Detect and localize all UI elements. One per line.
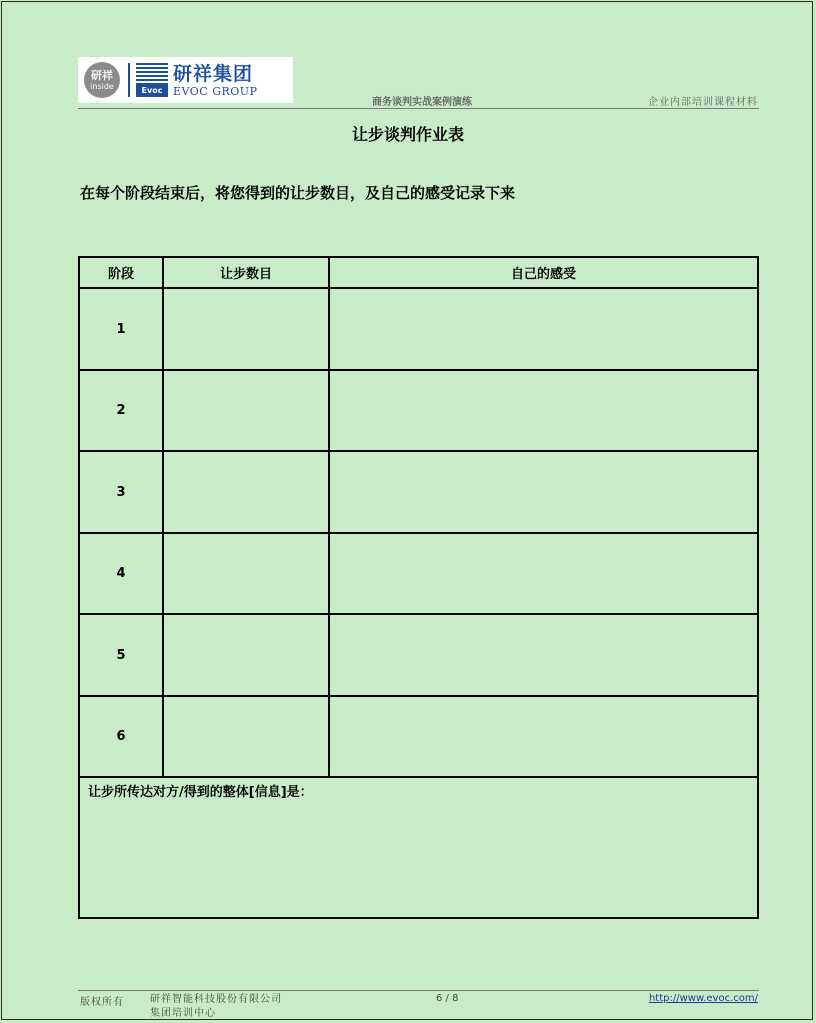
stage-cell: 6: [80, 697, 164, 776]
feeling-cell[interactable]: [330, 534, 757, 613]
count-cell[interactable]: [164, 615, 330, 695]
page-number: 6 / 8: [436, 993, 459, 1004]
logo-stripes: [136, 63, 168, 85]
count-cell[interactable]: [164, 289, 330, 369]
header-cell-stage: 阶段: [80, 258, 164, 287]
evoc-logo-icon: [136, 63, 168, 97]
header-material-label: 企业内部培训课程材料: [648, 97, 758, 108]
logo-seal: [84, 62, 120, 98]
feeling-cell[interactable]: [330, 452, 757, 532]
instruction-text: 在每个阶段结束后，将您得到的让步数目，及自己的感受记录下来: [80, 184, 516, 202]
header-cell-count: 让步数目: [164, 258, 330, 287]
header-course-title: 商务谈判实战案例演练: [372, 97, 472, 108]
table-row: [80, 452, 757, 534]
feeling-cell[interactable]: [330, 697, 757, 776]
company-logo: [78, 57, 293, 103]
footer-company: [150, 993, 282, 1021]
table-header-row: [80, 258, 757, 289]
stage-cell: 4: [80, 534, 164, 613]
logo-divider: [128, 63, 130, 97]
footer-copyright: 版权所有: [80, 997, 124, 1008]
stage-cell: 5: [80, 615, 164, 695]
website-link[interactable]: http://www.evoc.com/: [648, 993, 758, 1004]
logo-chinese-name: 研祥集团: [173, 62, 254, 85]
count-cell[interactable]: [164, 534, 330, 613]
footer-rule: [78, 990, 759, 991]
worksheet-table: [78, 256, 759, 919]
table-row: [80, 697, 757, 778]
logo-mark-text: Evoc: [136, 85, 168, 97]
table-row: [80, 371, 757, 452]
logo-seal-text: 研祥: [91, 68, 113, 82]
stage-cell: 1: [80, 289, 164, 369]
summary-label: 让步所传达对方/得到的整体[信息]是：: [88, 785, 313, 800]
logo-seal-subtext: inside: [90, 81, 114, 91]
feeling-cell[interactable]: [330, 289, 757, 369]
stage-cell: 3: [80, 452, 164, 532]
table-row: [80, 615, 757, 697]
table-row: [80, 534, 757, 615]
stage-cell: 2: [80, 371, 164, 450]
page-title: 让步谈判作业表: [351, 125, 464, 144]
header-rule: [78, 108, 759, 109]
header-cell-feeling: 自己的感受: [510, 267, 576, 282]
count-cell[interactable]: [164, 371, 330, 450]
footer-company-name: 研祥智能科技股份有限公司: [150, 994, 282, 1005]
summary-cell[interactable]: [80, 776, 757, 917]
count-cell[interactable]: [164, 452, 330, 532]
logo-wordmark: [173, 63, 257, 98]
footer-department: 集团培训中心: [150, 1008, 216, 1019]
table-row: [80, 289, 757, 371]
feeling-cell[interactable]: [330, 615, 757, 695]
feeling-cell[interactable]: [330, 371, 757, 450]
logo-english-name: EVOC GROUP: [173, 84, 258, 98]
count-cell[interactable]: [164, 697, 330, 776]
